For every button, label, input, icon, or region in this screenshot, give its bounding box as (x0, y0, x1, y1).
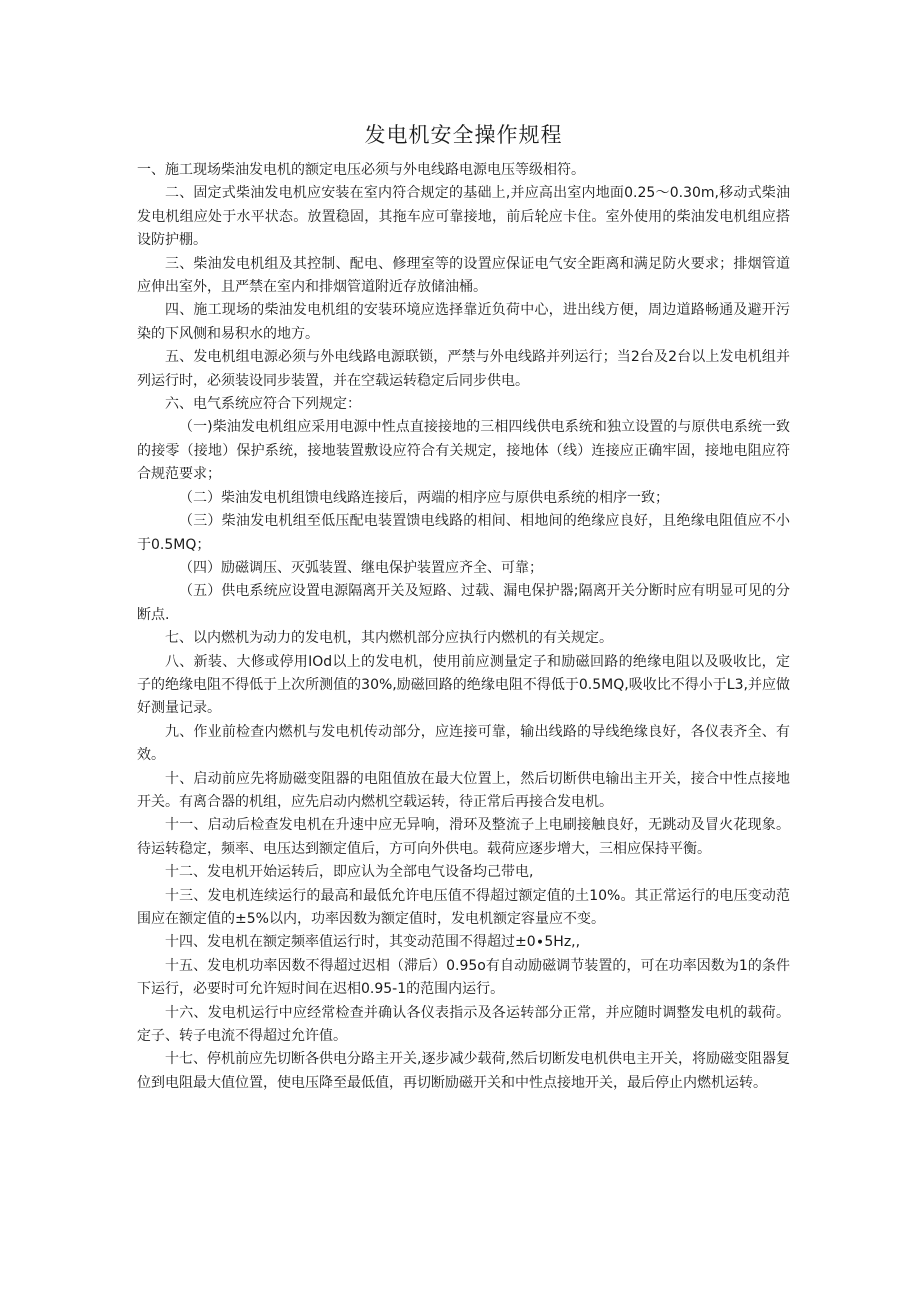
paragraph-12: 十二、发电机开始运转后，即应认为全部电气设备均己带电, (165, 864, 534, 881)
paragraph-1: 一、施工现场柴油发电机的额定电压必须与外电线路电源电压等级相符。 (137, 162, 585, 178)
paragraph-8: 八、新装、大修或停用IOd以上的发电机，使用前应测量定子和励磁回路的绝缘电阻以及吸收比，定子的绝缘电阻不得低于上次所测值的30%,励磁回路的绝缘电阻不得低于0.5MQ,吸收比不得小于L3,并应做好测量记录。 (137, 653, 790, 717)
paragraph-16: 十六、发电机运行中应经常检查并确认各仪表指示及各运转部分正常，并应随时调整发电机的载荷。定子、转子电流不得超过允许值。 (137, 1004, 790, 1045)
paragraph-6: 六、电气系统应符合下列规定： (165, 396, 361, 413)
sub-item-1: （一)柴油发电机组应采用电源中性点直接接地的三相四线供电系统和独立设置的与原供电系统一致的接零（接地）保护系统，接地装置敷设应符合有关规定，接地体（线）连接应正确牢固，接地电阻应符合规范要求； (137, 419, 790, 483)
paragraph-15: 十五、发电机功率因数不得超过迟相（滞后）0.95o有自动励磁调节装置的，可在功率因数为1的条件下运行，必要时可允许短时间在迟相0.95-1的范围内运行。 (137, 957, 790, 998)
paragraph-4: 四、施工现场的柴油发电机组的安装环境应选择靠近负荷中心，进出线方便，周边道路畅通及避开污染的下风侧和易积水的地方。 (137, 302, 790, 342)
document-page (137, 120, 790, 1095)
sub-item-3: （三）柴油发电机组至低压配电装置馈电线路的相间、相地间的绝缘应良好，且绝缘电阻值应不小于0.5MQ； (137, 513, 790, 553)
paragraph-17: 十七、停机前应先切断各供电分路主开关,逐步减少载荷,然后切断发电机供电主开关，将励磁变阻器复位到电阻最大值位置，使电压降至最低值，再切断励磁开关和中性点接地开关，最后停止内燃机运转。 (137, 1051, 790, 1091)
sub-item-5: （五）供电系统应设置电源隔离开关及短路、过载、漏电保护器;隔离开关分断时应有明显可见的分断点. (137, 583, 790, 623)
paragraph-11: 十一、启动后检查发电机在升速中应无异响，滑环及整流子上电刷接触良好，无跳动及冒火花现象。待运转稳定，频率、电压达到额定值后，方可向外供电。载荷应逐步增大，三相应保持平衡。 (137, 817, 790, 857)
paragraph-2: 二、固定式柴油发电机应安装在室内符合规定的基础上,并应高出室内地面0.25～0.30m,移动式柴油发电机组应处于水平状态。放置稳固，其拖车应可靠接地，前后轮应卡住。室外使用的柴油发电机组应搭设防护棚。 (137, 185, 790, 249)
paragraph-9: 九、作业前检查内燃机与发电机传动部分，应连接可靠，输出线路的导线绝缘良好，各仪表齐全、有效。 (137, 723, 790, 764)
paragraph-14: 十四、发电机在额定频率值运行时，其变动范围不得超过±0∙5Hz,, (165, 934, 581, 951)
sub-item-4: （四）励磁调压、灭弧装置、继电保护装置应齐全、可靠； (179, 559, 543, 576)
paragraph-7: 七、以内燃机为动力的发电机，其内燃机部分应执行内燃机的有关规定。 (165, 630, 613, 647)
paragraph-13: 十三、发电机连续运行的最高和最低允许电压值不得超过额定值的土10%。其正常运行的电压变动范围应在额定值的±5%以内，功率因数为额定值时，发电机额定容量应不变。 (137, 887, 790, 927)
paragraph-5: 五、发电机组电源必须与外电线路电源联锁，严禁与外电线路并列运行；当2台及2台以上发电机组并列运行时，必须装设同步装置，并在空载运转稳定后同步供电。 (137, 349, 790, 389)
paragraph-10: 十、启动前应先将励磁变阻器的电阻值放在最大位置上，然后切断供电输出主开关，接合中性点接地开关。有离合器的机组，应先启动内燃机空载运转，待正常后再接合发电机。 (137, 770, 790, 810)
sub-item-2: （二）柴油发电机组馈电线路连接后，两端的相序应与原供电系统的相序一致； (179, 489, 669, 506)
paragraph-3: 三、柴油发电机组及其控制、配电、修理室等的设置应保证电气安全距离和满足防火要求；排烟管道应伸出室外，且严禁在室内和排烟管道附近存放储油桶。 (137, 255, 790, 296)
page-title: 发电机安全操作规程 (364, 123, 563, 147)
